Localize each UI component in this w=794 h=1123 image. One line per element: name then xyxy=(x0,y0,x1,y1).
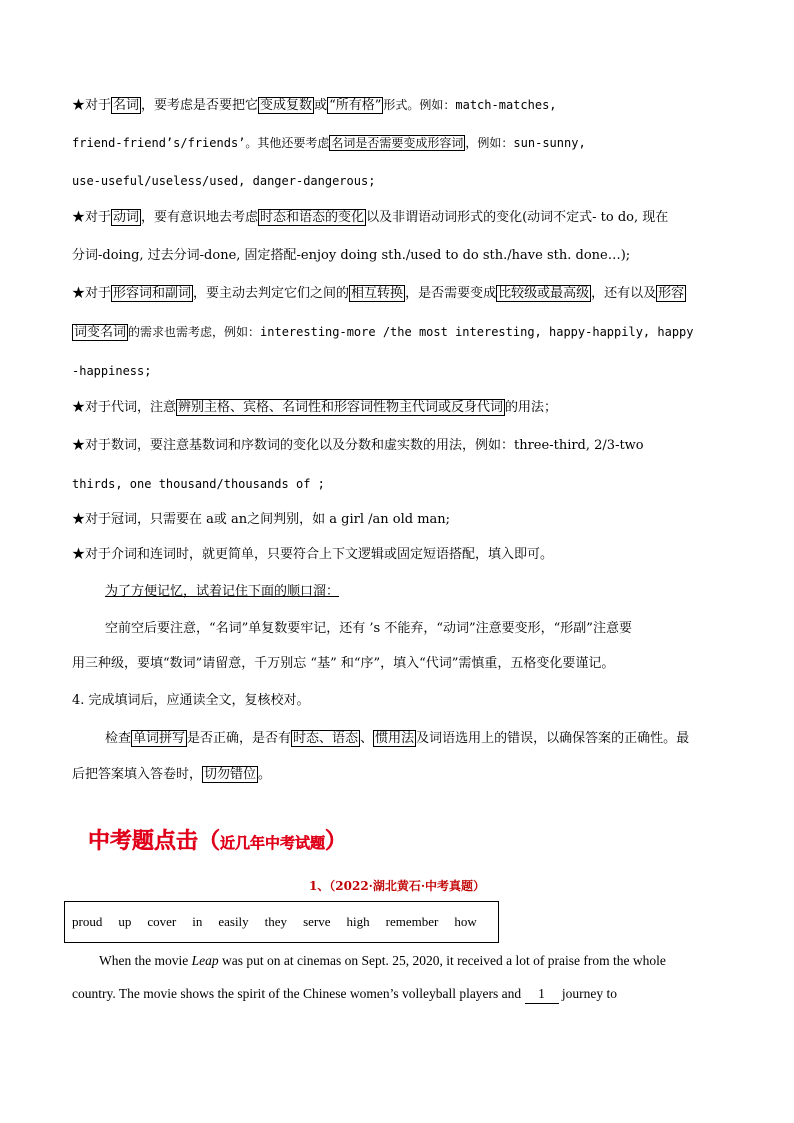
text: was put on at cinemas on Sept. 25, 2020, it received a lot of praise from the whole xyxy=(218,953,666,968)
word-bank-item: serve xyxy=(303,914,331,929)
text: ，要有意识地去考虑 xyxy=(141,210,259,225)
boxed-keyword: 切勿错位 xyxy=(204,767,257,782)
text: ，是否需要变成 xyxy=(405,286,497,301)
verb-tip-line-2: 分词-doing, 过去分词-done, 固定搭配-enjoy doing sth./used to do sth./have sth. done…); xyxy=(72,248,631,263)
word-bank-item: up xyxy=(118,914,132,929)
adj-tip-line-3: -happiness; xyxy=(72,364,152,378)
step-4-line-1 xyxy=(105,730,689,748)
text: ，要考虑是否要把它 xyxy=(141,98,259,113)
boxed-keyword: 辨别主格、宾格、名词性和形容词性物主代词或反身代词 xyxy=(178,400,504,415)
boxed-keyword: 变成复数 xyxy=(260,98,313,113)
boxed-keyword: 形容 xyxy=(658,286,685,301)
word-bank xyxy=(64,901,499,943)
noun-tip-line-3: use-useful/useless/used, danger-dangerous; xyxy=(72,174,376,188)
text: 检查 xyxy=(105,731,132,746)
boxed-keyword: 单词拼写 xyxy=(133,731,186,746)
boxed-keyword: 时态、语态 xyxy=(293,731,359,746)
boxed-keyword: 名词 xyxy=(113,98,140,113)
text: ，还有以及 xyxy=(591,286,657,301)
pronoun-tip-line xyxy=(72,399,557,417)
movie-title: Leap xyxy=(191,953,219,968)
passage-line-2 xyxy=(72,985,617,1004)
word-bank-item: easily xyxy=(218,914,249,929)
preposition-tip-line: ★对于介词和连词时，就更简单，只要符合上下文逻辑或固定短语搭配，填入即可。 xyxy=(72,547,554,562)
noun-tip-line-2 xyxy=(72,134,586,152)
boxed-keyword: 形容词和副词 xyxy=(113,286,192,301)
boxed-keyword: 比较级或最高级 xyxy=(498,286,590,301)
text: ，要主动去判定它们之间的 xyxy=(193,286,350,301)
text: ★对于 xyxy=(72,286,112,301)
word-bank-item: remember xyxy=(385,914,439,929)
section-heading xyxy=(88,824,347,855)
text: 及词语选用上的错误，以确保答案的正确性。最 xyxy=(416,731,690,746)
text: 是否正确，是否有 xyxy=(187,731,292,746)
numeral-tip-line-1: ★对于数词，要注意基数词和序数词的变化以及分数和虚实数的用法，例如：three-third, 2/3-two xyxy=(72,438,644,453)
boxed-keyword: 名词是否需要变成形容词 xyxy=(331,136,464,150)
question-title: 1、（2022·湖北黄石·中考真题） xyxy=(308,879,486,893)
article-tip-line: ★对于冠词，只需要在 a或 an之间判别，如 a girl /an old man; xyxy=(72,512,451,527)
word-bank-item: how xyxy=(454,914,477,929)
text: ，例如：sun-sunny, xyxy=(465,136,586,150)
text: ★对于 xyxy=(72,98,112,113)
text: 的用法； xyxy=(505,400,558,415)
word-bank-item: they xyxy=(264,914,288,929)
boxed-keyword: 动词 xyxy=(113,210,140,225)
answer-blank-1[interactable]: 1 xyxy=(525,985,559,1004)
noun-tip-line-1 xyxy=(72,96,557,115)
adj-tip-line-1 xyxy=(72,285,686,303)
passage-line-1 xyxy=(99,952,666,970)
boxed-keyword: 词变名词 xyxy=(74,325,127,340)
adj-tip-line-2 xyxy=(72,323,694,342)
boxed-keyword: “所有格” xyxy=(329,98,382,113)
text: friend-friend’s/friends’。其他还要考虑 xyxy=(72,136,330,150)
boxed-keyword: 惯用法 xyxy=(375,731,415,746)
heading-sub: 近几年中考试题 xyxy=(220,834,326,852)
text: 后把答案填入答卷时， xyxy=(72,767,203,782)
word-bank-item: cover xyxy=(147,914,177,929)
text: journey to xyxy=(558,986,618,1001)
numeral-tip-line-2: thirds, one thousand/thousands of ; xyxy=(72,477,325,491)
text: ★对于代词，注意 xyxy=(72,400,177,415)
word-bank-item: in xyxy=(192,914,203,929)
heading-paren: ） xyxy=(325,829,348,854)
heading-paren: （ xyxy=(198,829,221,854)
text: 形式。例如：match-matches, xyxy=(383,98,557,112)
step-4-line-2 xyxy=(72,766,271,784)
word-bank-item: proud xyxy=(72,914,103,929)
rhyme-intro: 为了方便记忆，试着记住下面的顺口溜： xyxy=(105,584,340,599)
text: 的需求也需考虑，例如：interesting-more /the most interesting, happy-happily, happy xyxy=(128,325,694,339)
word-bank-item: high xyxy=(346,914,370,929)
heading-main: 中考题点击 xyxy=(88,829,199,854)
rhyme-line-1: 空前空后要注意，“名词”单复数要牢记，还有 ’s 不能弃，“动词”注意要变形，“形副”注意要 xyxy=(105,621,632,636)
text: 。 xyxy=(258,767,272,782)
text: ★对于 xyxy=(72,210,112,225)
rhyme-line-2: 用三种级，要填“数词”请留意，千万别忘 “基” 和“序”，填入“代词”需慎重，五格变化要谨记。 xyxy=(72,656,615,671)
text: country. The movie shows the spirit of the Chinese women’s volleyball players and xyxy=(72,986,525,1001)
text: 以及非谓语动词形式的变化(动词不定式- to do, 现在 xyxy=(366,210,669,225)
text: 、 xyxy=(360,731,374,746)
boxed-keyword: 相互转换 xyxy=(351,286,404,301)
step-4-title: 4. 完成填词后，应通读全文，复核校对。 xyxy=(72,693,310,708)
verb-tip-line-1 xyxy=(72,209,668,227)
text: 或 xyxy=(314,98,328,113)
boxed-keyword: 时态和语态的变化 xyxy=(260,210,365,225)
text: When the movie xyxy=(99,953,192,968)
